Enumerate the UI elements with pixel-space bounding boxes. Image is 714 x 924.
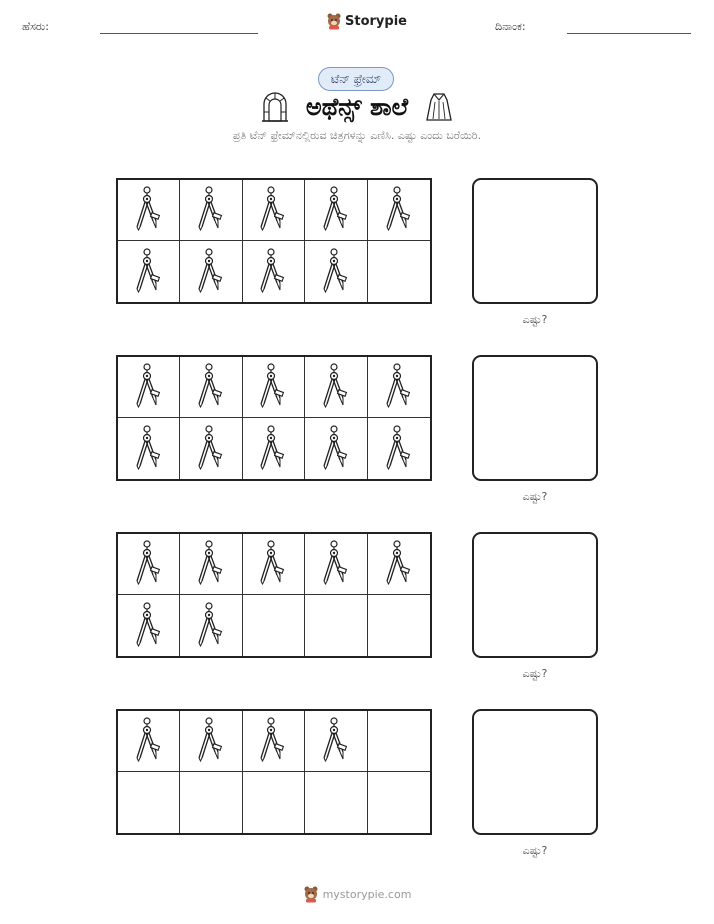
frame-cell [243, 357, 305, 418]
drawing-compass-icon [319, 362, 353, 412]
frame-cell [118, 711, 180, 772]
drawing-compass-icon [256, 539, 290, 589]
frame-cell [305, 772, 367, 833]
frame-cell [305, 711, 367, 772]
frame-cell [118, 534, 180, 595]
drawing-compass-icon [256, 362, 290, 412]
drawing-compass-icon [256, 716, 290, 766]
drawing-compass-icon [194, 539, 228, 589]
frame-cell [180, 357, 242, 418]
ten-frame-2 [116, 355, 432, 481]
drawing-compass-icon [382, 424, 416, 474]
frame-cell [118, 180, 180, 241]
frame-cell [368, 595, 430, 656]
drawing-compass-icon [319, 424, 353, 474]
drawing-compass-icon [194, 424, 228, 474]
frame-cell [305, 180, 367, 241]
drawing-compass-icon [132, 362, 166, 412]
frame-cell [305, 534, 367, 595]
drawing-compass-icon [256, 247, 290, 297]
frame-cell [180, 534, 242, 595]
frame-cell [118, 595, 180, 656]
how-many-label-4: ಎಷ್ಟು? [522, 844, 548, 857]
bear-mascot-icon [326, 12, 342, 30]
drawing-compass-icon [194, 247, 228, 297]
drawing-compass-icon [194, 716, 228, 766]
ten-frame-4 [116, 709, 432, 835]
arch-doorway-icon [262, 92, 288, 122]
frame-cell [368, 180, 430, 241]
drawing-compass-icon [382, 362, 416, 412]
frame-cell [243, 772, 305, 833]
frame-cell [305, 595, 367, 656]
drawing-compass-icon [256, 424, 290, 474]
drawing-compass-icon [194, 185, 228, 235]
how-many-label-2: ಎಷ್ಟು? [522, 490, 548, 503]
ten-frame-3 [116, 532, 432, 658]
drawing-compass-icon [194, 362, 228, 412]
frame-cell [368, 241, 430, 302]
frame-cell [118, 357, 180, 418]
drawing-compass-icon [132, 185, 166, 235]
page-title: ಅಥೆನ್ಸ್ ಶಾಲೆ [305, 93, 409, 121]
frame-cell [368, 534, 430, 595]
frame-cell [180, 241, 242, 302]
drawing-compass-icon [382, 185, 416, 235]
how-many-label-3: ಎಷ್ಟು? [522, 667, 548, 680]
frame-cell [368, 711, 430, 772]
footer-url[interactable]: mystorypie.com [322, 887, 412, 901]
answer-box-4[interactable] [472, 709, 598, 835]
instructions: ಪ್ರತಿ ಟೆನ್ ಫ್ರೇಮ್‌ನಲ್ಲಿರುವ ಚಿತ್ರಗಳನ್ನು ಎಣಿಸಿ. ಎಷ್ಟು ಎಂದು ಬರೆಯಿರಿ. [232, 129, 482, 142]
drawing-compass-icon [132, 601, 166, 651]
drawing-compass-icon [132, 424, 166, 474]
frame-cell [118, 418, 180, 479]
frame-cell [243, 534, 305, 595]
frame-cell [180, 595, 242, 656]
frame-cell [180, 180, 242, 241]
frame-cell [118, 241, 180, 302]
drawing-compass-icon [319, 539, 353, 589]
drawing-compass-icon [319, 716, 353, 766]
frame-cell [305, 418, 367, 479]
frame-cell [368, 357, 430, 418]
ten-frame-badge: ಟೆನ್ ಫ್ರೇಮ್ [318, 67, 394, 91]
name-label: ಹೆಸರು: [22, 20, 49, 33]
frame-cell [305, 357, 367, 418]
answer-box-1[interactable] [472, 178, 598, 304]
drawing-compass-icon [132, 539, 166, 589]
drawing-compass-icon [382, 539, 416, 589]
frame-cell [243, 180, 305, 241]
frame-cell [368, 772, 430, 833]
ten-frame-1 [116, 178, 432, 304]
date-field[interactable] [567, 33, 691, 34]
title-row [0, 92, 714, 122]
frame-cell [180, 418, 242, 479]
answer-box-3[interactable] [472, 532, 598, 658]
frame-cell [180, 772, 242, 833]
brand-name: Storypie [345, 13, 407, 29]
answer-box-2[interactable] [472, 355, 598, 481]
drawing-compass-icon [132, 716, 166, 766]
footer [0, 885, 714, 903]
drawing-compass-icon [132, 247, 166, 297]
frame-cell [305, 241, 367, 302]
how-many-label-1: ಎಷ್ಟು? [522, 313, 548, 326]
frame-cell [243, 711, 305, 772]
date-label: ದಿನಾಂಕ: [495, 20, 526, 33]
frame-cell [243, 418, 305, 479]
frame-cell [368, 418, 430, 479]
frame-cell [243, 595, 305, 656]
frame-cell [118, 772, 180, 833]
brand-logo [326, 12, 407, 30]
drawing-compass-icon [194, 601, 228, 651]
frame-cell [243, 241, 305, 302]
name-field[interactable] [100, 33, 258, 34]
bear-mascot-icon [303, 885, 319, 903]
frame-cell [180, 711, 242, 772]
drawing-compass-icon [319, 185, 353, 235]
toga-robe-icon [426, 92, 452, 122]
drawing-compass-icon [256, 185, 290, 235]
drawing-compass-icon [319, 247, 353, 297]
